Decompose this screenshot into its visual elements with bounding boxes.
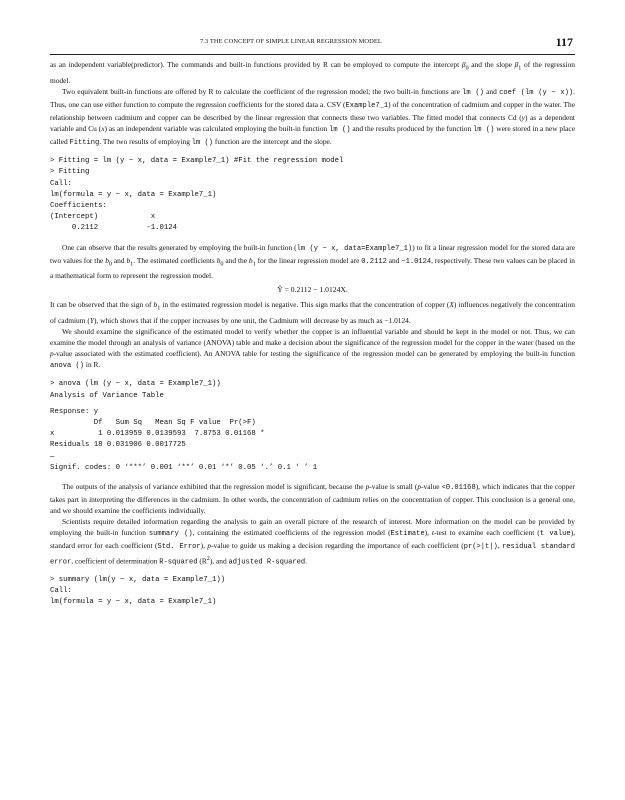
inline-code: −1.0124	[401, 257, 432, 266]
code-block-anova: > anova (lm (y ~ x, data = Example7_1)) Analysis of Variance Table	[50, 380, 221, 400]
paragraph-7	[50, 516, 575, 568]
subscript: 0	[108, 261, 112, 268]
text: It can be observed that the sign of	[50, 300, 154, 310]
text: Two equivalent built-in functions are offered by R to calculate the coefficient of the regression model; the two built-in functions are	[62, 86, 463, 96]
subscript: 0	[220, 261, 224, 268]
text: ,	[497, 541, 503, 551]
inline-code: Std. Error	[157, 543, 201, 552]
variable: b	[248, 255, 253, 265]
code-block-fit: > Fitting = lm (y ~ x, data = Example7_1) #Fit the regression model > Fitting	[50, 157, 344, 177]
inline-code: t value	[539, 530, 571, 539]
text: function are the intercept and the slope.	[213, 137, 332, 147]
text: -test to examine each coefficient (	[433, 528, 540, 538]
code-block-call-2: Call: lm(formula = y ~ x, data = Example7_1)	[50, 587, 217, 607]
inline-code: lm ()	[473, 125, 495, 134]
text: (R	[197, 555, 207, 565]
page-body	[50, 59, 575, 609]
text: ), which shows that if the copper increases by one unit, the Cadmium will decrease by as much as −1.0124.	[93, 315, 411, 325]
beta-symbol: β	[461, 60, 466, 69]
paragraph-4	[50, 299, 575, 326]
text: ), and	[209, 555, 229, 565]
inline-code: anova ()	[50, 362, 85, 371]
inline-code: adjusted R-squared	[228, 557, 306, 566]
variable: p	[417, 481, 422, 491]
variable: Y	[89, 315, 94, 325]
variable: p	[207, 541, 212, 551]
variable: X	[449, 300, 454, 310]
code-block-summary: > summary (lm(y ~ x, data = Example7_1))	[50, 576, 226, 585]
variable: b	[153, 300, 158, 310]
page-number: 117	[555, 35, 573, 49]
variable: p	[365, 481, 370, 491]
variable: b	[216, 255, 221, 265]
variable: p	[50, 349, 54, 359]
text: ) of the concentration of cadmium and copper in the water. The relationship between cadmium and copper can be described by the linear regression that connects these two variables. The fitted model that connects Cd (	[50, 99, 576, 122]
text: ) to fit a linear regression model for the stored data are two values for the	[50, 242, 575, 265]
inline-code: Fitting	[69, 139, 100, 148]
inline-code: Estimate	[390, 530, 425, 539]
text: , containing the estimated coefficients of the regression model (	[192, 528, 391, 538]
text: ) influences negatively the concentration of cadmium (	[50, 300, 575, 325]
subscript: 1	[252, 261, 256, 268]
subscript: 1	[518, 65, 522, 72]
text: and	[112, 255, 127, 265]
inline-code: pr(>|t|)	[463, 543, 498, 552]
text: ), standard error for each coefficient (	[50, 528, 575, 551]
inline-code: <0.01168	[441, 483, 476, 492]
text: -value	[421, 481, 442, 491]
text: SV	[331, 99, 342, 109]
text: for the linear regression model are	[255, 255, 362, 265]
code-block-coefficients: Coefficients: (Intercept) x 0.2112 -1.0124	[50, 201, 177, 233]
text: -value is small (	[369, 481, 418, 491]
text: and the	[223, 255, 249, 265]
section-title: 7.3 THE CONCEPT OF SIMPLE LINEAR REGRESSION MODEL	[200, 38, 382, 45]
text: as an independent variable(predictor). The commands and built-in functions provided by R can be employed to compute the intercept	[50, 60, 462, 69]
text: .	[305, 555, 308, 565]
inline-code: lm ()	[462, 88, 484, 97]
text: , respectively. These two values can be placed in a mathematical form to represent the regression model.	[50, 255, 575, 281]
paragraph-3	[50, 242, 575, 282]
paragraph-5	[50, 326, 575, 372]
inline-code: Example7_1	[345, 101, 389, 110]
text: in R.	[84, 360, 101, 370]
paragraph-2	[50, 86, 575, 149]
inline-code: residual standard error	[50, 543, 575, 566]
superscript: 2	[206, 555, 210, 562]
text: One can observe that the results generated by employing the built-in function (	[62, 242, 297, 252]
code-block-call: Call: lm(formula = y ~ x, data = Example7_1)	[50, 179, 217, 199]
text: ) as a dependent variable and Cu (	[50, 112, 575, 133]
beta-symbol: β	[514, 60, 519, 69]
text: . The estimated coefficients	[133, 255, 217, 265]
text: in the estimated regression model is negative. This sign marks that the concentration of copper (	[160, 300, 450, 310]
variable: x	[101, 123, 105, 133]
inline-code: 0.2112	[361, 257, 387, 266]
inline-code: summary ()	[148, 530, 193, 539]
text: We should examine the significance of the estimated model to verify whether the copper is an influential variable and should be kept in the model or not. Thus, we can examine the model through an analysis of variance (ANOVA) table and make a decision about the significance of the regression model for the copper in the water (based on the	[50, 326, 575, 348]
inline-code: R-squared	[159, 557, 198, 566]
inline-code: lm (y ~ x, data=Example7_1)	[296, 244, 413, 253]
text: and	[386, 255, 402, 265]
paragraph-1	[50, 59, 575, 86]
variable: t	[431, 528, 434, 538]
text: and	[483, 86, 500, 96]
text: (	[341, 99, 346, 109]
subscript: 0	[465, 65, 469, 72]
inline-code: lm ()	[191, 139, 214, 148]
running-header	[50, 35, 575, 55]
regression-equation: Ŷ = 0.2112 − 1.0124X.	[277, 285, 348, 295]
text: The outputs of the analysis of variance exhibited that the regression model is significant, because the	[62, 481, 366, 491]
variable: y	[521, 112, 525, 122]
subscript: 1	[130, 261, 134, 268]
text: ) as an independent variable was calculated employing the built-in function	[104, 123, 330, 133]
variable: b	[126, 255, 131, 265]
text: ),	[424, 528, 432, 538]
text: and the slope	[468, 60, 515, 69]
text: . The two results of employing	[99, 137, 192, 147]
text: , coefficient of determination	[71, 555, 160, 565]
text: were stored in a new place called	[50, 123, 575, 147]
text: ), which indicates that the copper takes part in interpreting the differences in the cadmium. In other words, the concentration of cadmium relies on the concentration of copper. This conclusion is a general one, and we should examine the coefficients individually.	[50, 481, 575, 516]
subscript: 1	[157, 305, 161, 312]
code-block-anova-table: Response: y Df Sum Sq Mean Sq F value Pr(>F) x 1 0.013959 0.0139593 7.8753 0.01168 * Residuals 18 0.031906 0.0017725 — Signif. codes: 0 ‘***’ 0.001 ‘**’ 0.01 ‘*’ 0.05 ‘.’ 0.1 ‘ ’ 1	[50, 407, 318, 472]
text: . Thus, one can use either function to compute the regression coefficients for the stored data a. C	[50, 86, 575, 109]
text: -value associated with the estimated coefficient). An ANOVA table for testing the significance of the regression model can be generated by employing the built-in function	[53, 349, 575, 359]
text: and the results produced by the function	[350, 123, 474, 133]
text: -value to guide us making a decision regarding the importance of each coefficient (	[211, 541, 464, 551]
variable: b	[105, 255, 109, 265]
paragraph-6	[50, 481, 575, 516]
text: Scientists require detailed information regarding the analysis to gain an overall picture of the research of interest. More information on the model can be provided by employing the built-in function	[50, 517, 575, 538]
text: ),	[200, 541, 208, 551]
inline-code: lm ()	[329, 125, 351, 134]
inline-code: coef (lm (y ~ x))	[499, 88, 574, 97]
text: of the regression model.	[50, 60, 575, 85]
